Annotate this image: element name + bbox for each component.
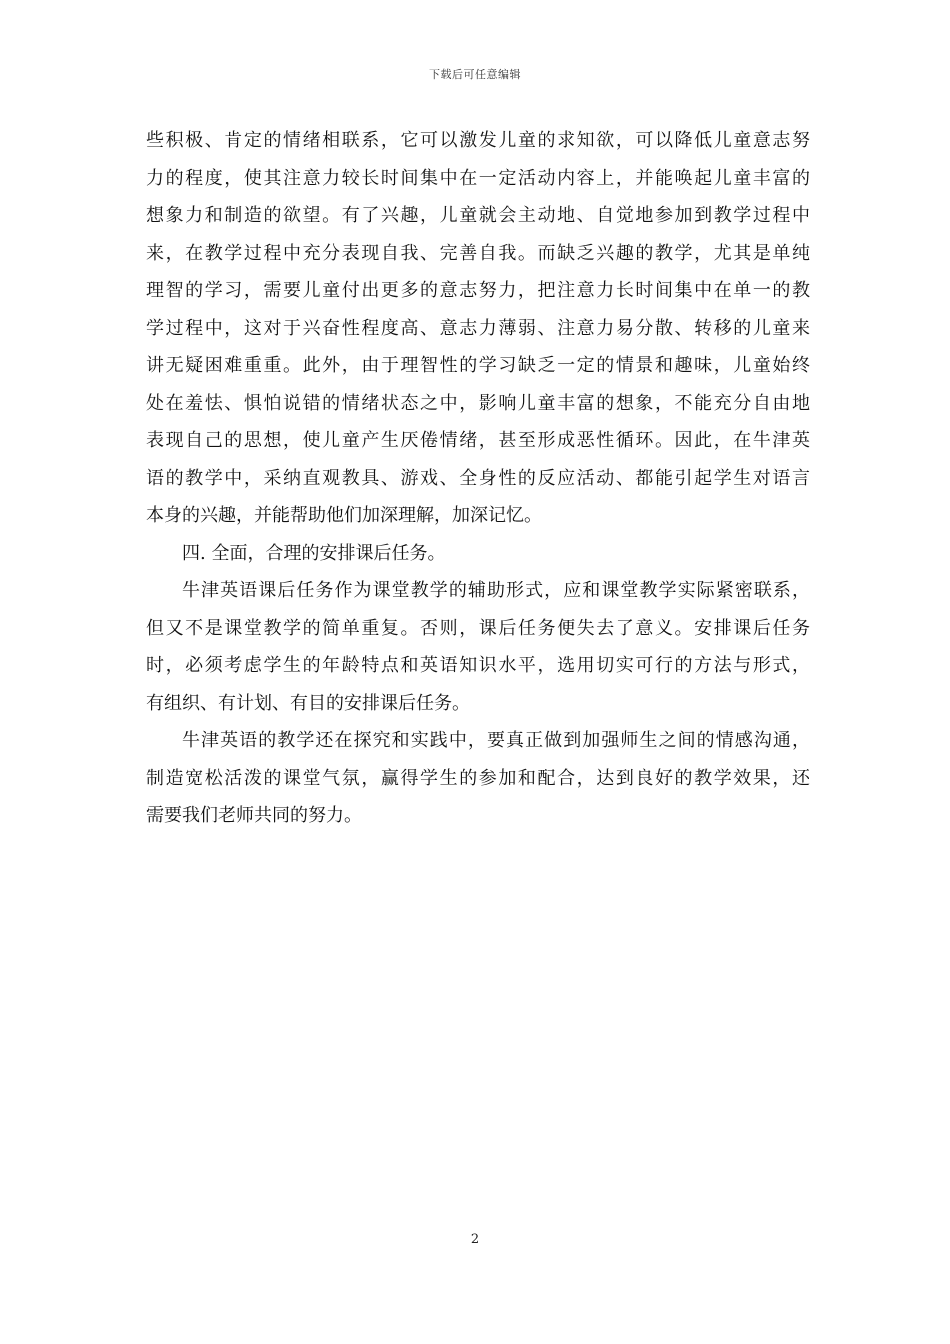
- text-line: 理智的学习，需要儿童付出更多的意志努力，把注意力长时间集中在单一的教: [146, 280, 810, 301]
- page-header: 下载后可任意编辑: [429, 68, 521, 81]
- text-line: 讲无疑困难重重。此外，由于理智性的学习缺乏一定的情景和趣味，儿童始终: [146, 355, 810, 376]
- paragraph-interest: [146, 122, 810, 535]
- text-line: 本身的兴趣，并能帮助他们加深理解，加深记忆。: [146, 505, 542, 526]
- text-line: 有组织、有计划、有目的安排课后任务。: [146, 692, 470, 714]
- text-line: 牛津英语课后任务作为课堂教学的辅助形式，应和课堂教学实际紧密联系，: [182, 580, 810, 601]
- text-line: 想象力和制造的欲望。有了兴趣，儿童就会主动地、自觉地参加到教学过程中: [146, 205, 810, 226]
- text-line: 来，在教学过程中充分表现自我、完善自我。而缺乏兴趣的教学，尤其是单纯: [146, 242, 810, 264]
- document-body: [146, 122, 810, 835]
- paragraph-conclusion: [146, 722, 810, 835]
- text-line: 处在羞怯、惧怕说错的情绪状态之中，影响儿童丰富的想象，不能充分自由地: [146, 392, 810, 414]
- page-number: 2: [470, 1232, 480, 1247]
- text-line: 但又不是课堂教学的简单重复。否则，课后任务便失去了意义。安排课后任务: [146, 617, 810, 639]
- text-line: 些积极、肯定的情绪相联系，它可以激发儿童的求知欲，可以降低儿童意志努: [146, 130, 810, 151]
- text-line: 学过程中，这对于兴奋性程度高、意志力薄弱、注意力易分散、转移的儿童来: [146, 317, 810, 339]
- paragraph-homework: [146, 572, 810, 722]
- text-line: 力的程度，使其注意力较长时间集中在一定活动内容上，并能唤起儿童丰富的: [146, 167, 810, 189]
- text-line: 牛津英语的教学还在探究和实践中，要真正做到加强师生之间的情感沟通，: [182, 730, 810, 751]
- text-line: 时，必须考虑学生的年龄特点和英语知识水平，选用切实可行的方法与形式，: [146, 655, 810, 676]
- text-line: 四. 全面，合理的安排课后任务。: [182, 542, 446, 564]
- section-heading-homework: [146, 535, 810, 573]
- text-line: 语的教学中，采纳直观教具、游戏、全身性的反应活动、都能引起学生对语言: [146, 467, 810, 489]
- text-line: 表现自己的思想，使儿童产生厌倦情绪，甚至形成恶性循环。因此，在牛津英: [146, 430, 810, 451]
- text-line: 制造宽松活泼的课堂气氛，赢得学生的参加和配合，达到良好的教学效果，还: [146, 767, 810, 789]
- text-line: 需要我们老师共同的努力。: [146, 805, 362, 826]
